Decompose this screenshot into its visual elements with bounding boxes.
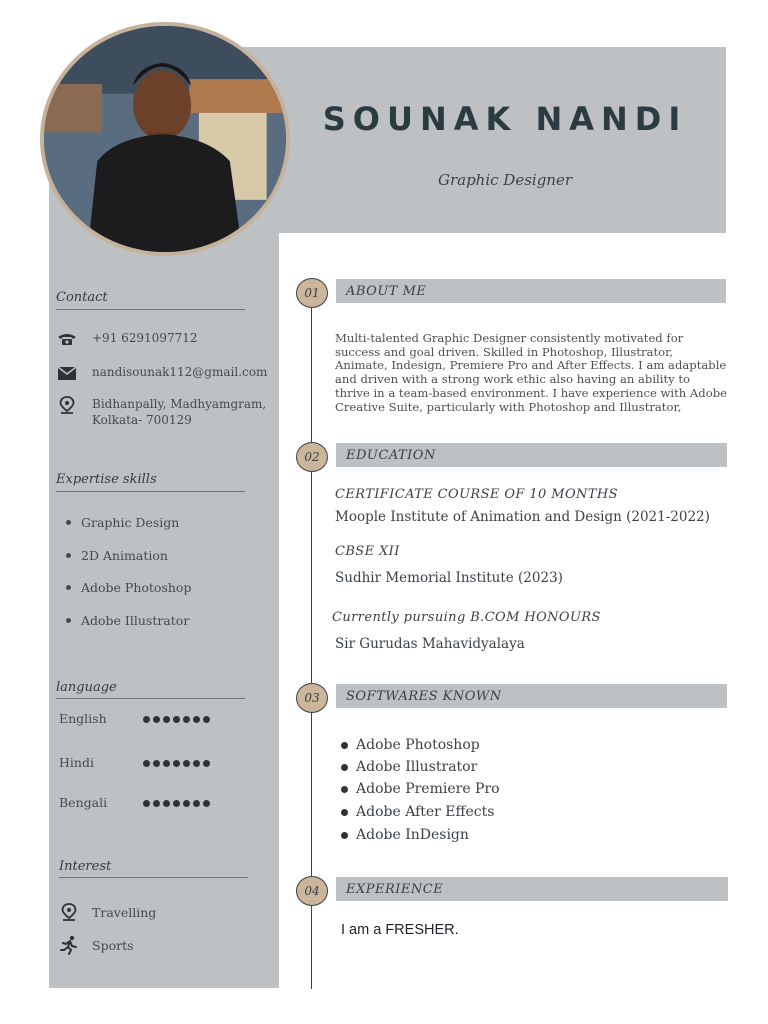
education-heading: CBSE XII (335, 544, 400, 559)
interest-item: Travelling (58, 902, 156, 922)
language-divider (56, 698, 245, 699)
skills-title: Expertise skills (56, 472, 157, 487)
address-line-1: Bidhanpally, Madhyamgram, (92, 397, 267, 411)
job-title: Graphic Designer (437, 171, 573, 189)
section-number-badge: 01 (296, 278, 328, 308)
level-dot (163, 716, 170, 723)
location-pin-icon (56, 396, 78, 414)
software-item: Adobe After Effects (341, 804, 494, 820)
level-dot (153, 716, 160, 723)
level-dot (143, 716, 150, 723)
software-section-header: SOFTWARES KNOWN (336, 684, 727, 708)
education-detail: Moople Institute of Animation and Design (2021-2022) (335, 509, 710, 525)
contact-email (56, 364, 267, 382)
skill-item: 2D Animation (66, 548, 168, 563)
level-dot (203, 760, 210, 767)
contact-divider (56, 309, 245, 310)
language-name: Hindi (59, 755, 94, 770)
education-heading: Currently pursuing B.COM HONOURS (332, 610, 601, 625)
about-text: Multi-talented Graphic Designer consistently motivated for success and goal driven. Skilled in Photoshop, Illustrator, Animate, Indesign, Premiere Pro and After Effects. I am adaptable and driven with a strong work ethic also having an ability to thrive in a team-based environment. I have experience with Adobe Creative Suite, particularly with Photoshop and Illustrator, (335, 331, 727, 414)
level-dot (183, 800, 190, 807)
profile-photo (40, 22, 290, 256)
level-dot (153, 800, 160, 807)
section-number-badge: 02 (296, 442, 328, 472)
level-dot (193, 760, 200, 767)
level-dot (173, 800, 180, 807)
level-dot (193, 716, 200, 723)
bullet (341, 764, 348, 771)
bullet (66, 553, 71, 558)
header-band (279, 47, 726, 233)
bullet (66, 520, 71, 525)
level-dot (203, 800, 210, 807)
education-heading: CERTIFICATE COURSE OF 10 MONTHS (335, 487, 618, 502)
interest-item: Sports (58, 935, 134, 955)
skill-item: Graphic Design (66, 515, 179, 530)
mail-icon (56, 364, 78, 382)
bullet (341, 832, 348, 839)
language-level-dots (143, 716, 210, 723)
bullet (341, 742, 348, 749)
experience-text: I am a FRESHER. (341, 922, 459, 938)
language-level-dots (143, 800, 210, 807)
bullet (66, 585, 71, 590)
level-dot (143, 800, 150, 807)
level-dot (163, 800, 170, 807)
location-pin-icon (58, 902, 80, 922)
email-address: nandisounak112@gmail.com (92, 365, 268, 379)
software-item: Adobe InDesign (341, 827, 469, 843)
about-section-header: ABOUT ME (336, 279, 726, 303)
section-number-badge: 03 (296, 683, 328, 713)
language-level-dots (143, 760, 210, 767)
language-name: Bengali (59, 795, 108, 810)
level-dot (153, 760, 160, 767)
language-title: language (56, 680, 117, 695)
phone-icon (56, 330, 78, 348)
running-person-icon (58, 935, 80, 955)
level-dot (193, 800, 200, 807)
level-dot (173, 760, 180, 767)
level-dot (173, 716, 180, 723)
bullet (66, 618, 71, 623)
language-name: English (59, 711, 107, 726)
level-dot (163, 760, 170, 767)
software-item: Adobe Premiere Pro (341, 781, 500, 797)
education-section-header: EDUCATION (336, 443, 727, 467)
contact-address (56, 396, 266, 428)
level-dot (183, 760, 190, 767)
skill-item: Adobe Illustrator (66, 613, 189, 628)
education-detail: Sudhir Memorial Institute (2023) (335, 570, 563, 586)
level-dot (203, 716, 210, 723)
address-line-2: Kolkata- 700129 (92, 413, 192, 427)
contact-title: Contact (56, 290, 108, 305)
experience-section-header: EXPERIENCE (336, 877, 728, 901)
software-item: Adobe Illustrator (341, 759, 477, 775)
skills-divider (56, 491, 245, 492)
interest-divider (59, 877, 248, 878)
level-dot (183, 716, 190, 723)
level-dot (143, 760, 150, 767)
education-detail: Sir Gurudas Mahavidyalaya (335, 636, 525, 652)
bullet (341, 786, 348, 793)
person-name: SOUNAK NANDI (322, 100, 688, 138)
section-number-badge: 04 (296, 876, 328, 906)
interest-title: Interest (59, 859, 112, 874)
contact-phone (56, 330, 198, 348)
phone-number: +91 6291097712 (92, 331, 198, 345)
software-item: Adobe Photoshop (341, 737, 480, 753)
skill-item: Adobe Photoshop (66, 580, 191, 595)
bullet (341, 809, 348, 816)
